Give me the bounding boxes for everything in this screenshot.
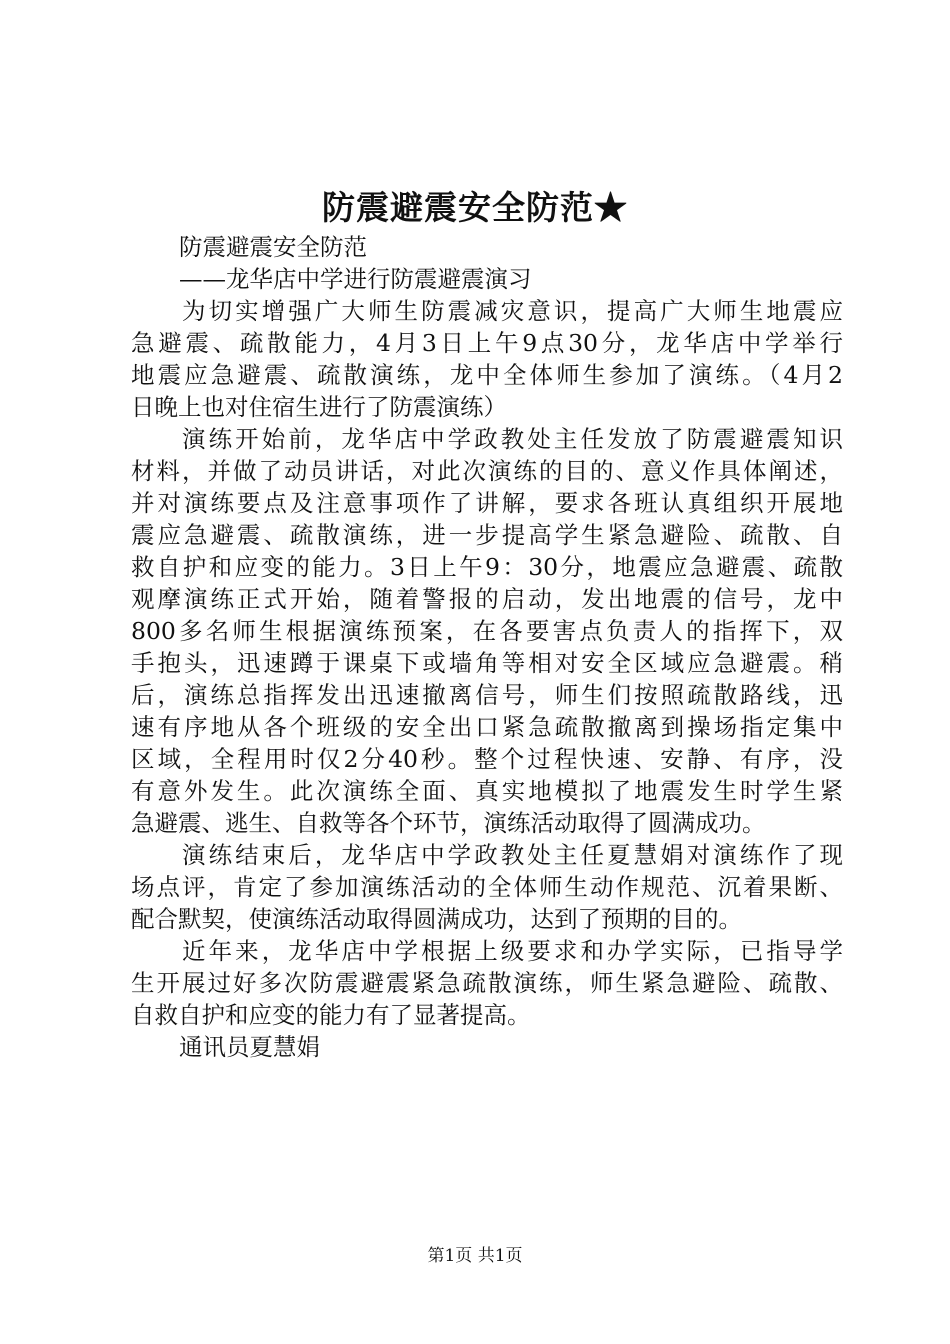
signature-line [131,1031,843,1063]
author-signature: 通讯员夏慧娟 [179,1033,320,1061]
paragraph-line: 材料，并做了动员讲话，对此次演练的目的、意义作具体阐述， [131,457,843,485]
paragraph-line: 演练结束后，龙华店中学政教处主任夏慧娟对演练作了现 [179,841,843,869]
paragraph-line: 急避震、逃生、自救等各个环节，演练活动取得了圆满成功。 [131,809,766,837]
paragraph-line: 后，演练总指挥发出迅速撤离信号，师生们按照疏散路线，迅 [131,681,843,709]
page-number-footer: 第1页 共1页 [427,1246,523,1266]
document-body [131,231,843,1063]
paragraph-line: 并对演练要点及注意事项作了讲解，要求各班认真组织开展地 [131,489,843,517]
paragraph-line: 场点评，肯定了参加演练活动的全体师生动作规范、沉着果断、 [131,873,843,901]
paragraph-line: 救自护和应变的能力。3日上午9：30分，地震应急避震、疏散 [131,553,843,581]
subtitle-line: 防震避震安全防范 [179,233,367,261]
paragraph-line: 自救自护和应变的能力有了显著提高。 [131,1001,531,1029]
paragraph-line: 为切实增强广大师生防震减灾意识，提高广大师生地震应 [179,297,843,325]
paragraph-line: 800多名师生根据演练预案，在各要害点负责人的指挥下，双 [131,617,843,645]
paragraph-line: 区域，全程用时仅2分40秒。整个过程快速、安静、有序，没 [131,745,843,773]
document-title: 防震避震安全防范★ [322,188,628,227]
paragraph-line: 急避震、疏散能力，4月3日上午9点30分，龙华店中学举行 [131,329,843,357]
paragraph-line: 演练开始前，龙华店中学政教处主任发放了防震避震知识 [179,425,843,453]
subtitle-line: ——龙华店中学进行防震避震演习 [179,265,532,293]
paragraph-line: 震应急避震、疏散演练，进一步提高学生紧急避险、疏散、自 [131,521,843,549]
paragraph-line: 手抱头，迅速蹲于课桌下或墙角等相对安全区域应急避震。稍 [131,649,843,677]
paragraph-line: 速有序地从各个班级的安全出口紧急疏散撤离到操场指定集中 [131,713,843,741]
paragraph-line: 配合默契，使演练活动取得圆满成功，达到了预期的目的。 [131,905,742,933]
paragraph-line: 近年来，龙华店中学根据上级要求和办学实际，已指导学 [179,937,843,965]
paragraph-line: 有意外发生。此次演练全面、真实地模拟了地震发生时学生紧 [131,777,843,805]
paragraph-line: 观摩演练正式开始，随着警报的启动，发出地震的信号，龙中 [131,585,843,613]
paragraph-line: 生开展过好多次防震避震紧急疏散演练，师生紧急避险、疏散、 [131,969,843,997]
paragraph-line: 日晚上也对住宿生进行了防震演练） [131,393,507,421]
paragraph-line: 地震应急避震、疏散演练，龙中全体师生参加了演练。（4月2 [131,361,843,389]
